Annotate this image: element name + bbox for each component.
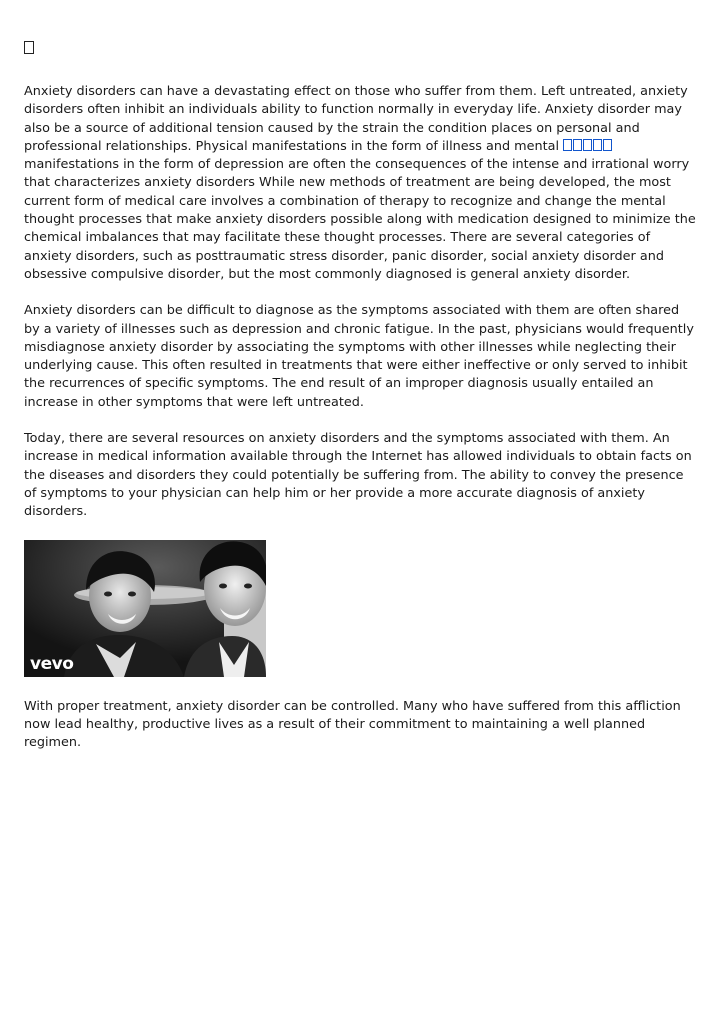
link-glyph-box (563, 139, 572, 151)
paragraph-4: With proper treatment, anxiety disorder can be controlled. Many who have suffered from this affliction now lead healthy, productive lives as a result of their commitment to maintaining a well planned regimen. (24, 698, 681, 751)
document-page (24, 40, 696, 770)
missing-glyph-icon (24, 40, 696, 60)
vevo-watermark: vevo (30, 653, 74, 674)
paragraph-1-text-start: Anxiety disorders can have a devastating effect on those who suffer from them. Left untreated, anxiety disorders often inhibit an individuals ability to function normally in everyday life. Anxiety disorder may also be a source of additional tension caused by the strain the condition places on personal and professional relationships. Physical manifestations in the form of illness and mental (24, 84, 688, 154)
video-thumbnail[interactable] (24, 540, 266, 677)
inline-link[interactable] (563, 139, 613, 154)
paragraph-3: Today, there are several resources on anxiety disorders and the symptoms associated with them. An increase in medical information available through the Internet has allowed individuals to obtain facts on the diseases and disorders they could potentially be suffering from. The ability to convey the presence of symptoms to your physician can help him or her provide a more accurate diagnosis of anxiety disorders. (24, 431, 692, 520)
paragraph-2: Anxiety disorders can be difficult to diagnose as the symptoms associated with them are often shared by a variety of illnesses such as depression and chronic fatigue. In the past, physicians would frequently misdiagnose anxiety disorder by associating the symptoms with other illnesses while neglecting their underlying cause. This often resulted in treatments that were either ineffective or only served to inhibit the recurrences of specific symptoms. The end result of an improper diagnosis usually entailed an increase in other symptoms that were left untreated. (24, 303, 694, 410)
paragraph-1 (24, 83, 696, 284)
paragraph-1-text-end: manifestations in the form of depression are often the consequences of the intense and irrational worry that characterizes anxiety disorders While new methods of treatment are being developed, the most current form of medical care involves a combination of therapy to recognize and change the mental thought processes that make anxiety disorders possible along with medication designed to minimize the chemical imbalances that may facilitate these thought processes. There are several categories of anxiety disorders, such as posttraumatic stress disorder, panic disorder, social anxiety disorder and obsessive compulsive disorder, but the most commonly diagnosed is general anxiety disorder. (24, 157, 696, 282)
